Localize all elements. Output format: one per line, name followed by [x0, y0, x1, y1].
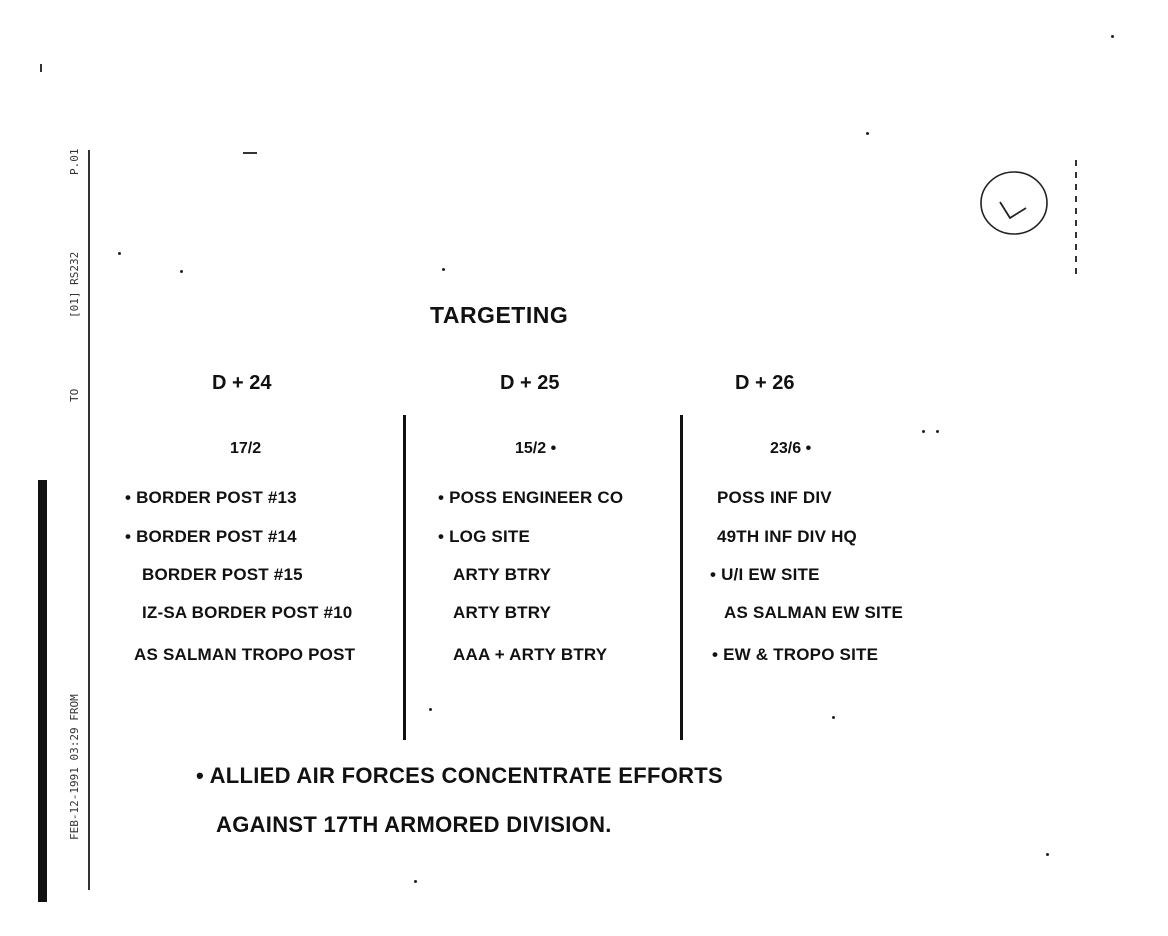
fax-sent-stamp: FEB-12-1991 03:29 FROM — [68, 694, 81, 840]
column-divider-2 — [680, 415, 683, 740]
column-heading-2: D + 25 — [500, 372, 560, 394]
target-item: • BORDER POST #13 — [125, 488, 297, 507]
target-item: POSS INF DIV — [717, 488, 832, 507]
circled-check-mark — [978, 168, 1050, 238]
scan-speck — [118, 252, 121, 255]
right-edge-mark — [1075, 160, 1077, 280]
column-date-3: 23/6 • — [770, 440, 812, 457]
scan-speck — [936, 430, 939, 433]
left-thin-line — [88, 150, 90, 890]
fax-port-info: [01] RS232 — [68, 251, 81, 318]
page-title: TARGETING — [430, 302, 569, 328]
column-heading-1: D + 24 — [212, 372, 272, 394]
scan-speck — [832, 716, 835, 719]
target-item: AAA + ARTY BTRY — [453, 645, 608, 664]
scan-speck — [180, 270, 183, 273]
column-date-2: 15/2 • — [515, 440, 557, 457]
target-item: • U/I EW SITE — [710, 565, 820, 584]
target-item: • EW & TROPO SITE — [712, 645, 879, 664]
target-item: 49TH INF DIV HQ — [717, 527, 857, 546]
footnote-line-2: AGAINST 17TH ARMORED DIVISION. — [216, 812, 612, 837]
target-item: BORDER POST #15 — [142, 565, 303, 584]
target-item: • BORDER POST #14 — [125, 527, 297, 546]
column-heading-3: D + 26 — [735, 372, 795, 394]
target-item: ARTY BTRY — [453, 603, 552, 622]
scan-speck — [40, 64, 42, 72]
fax-to-label: TO — [68, 388, 81, 402]
target-item: • POSS ENGINEER CO — [438, 488, 624, 507]
target-item: AS SALMAN EW SITE — [724, 603, 904, 622]
scan-speck — [1046, 853, 1049, 856]
left-edge-bar — [38, 480, 47, 902]
scan-speck — [1111, 35, 1114, 38]
target-item: • LOG SITE — [438, 527, 531, 546]
column-divider-1 — [403, 415, 406, 740]
fax-page-number: P.01 — [68, 148, 81, 175]
target-item: AS SALMAN TROPO POST — [134, 645, 356, 664]
scan-speck — [866, 132, 869, 135]
target-item: ARTY BTRY — [453, 565, 552, 584]
column-date-1: 17/2 — [230, 440, 262, 457]
scan-speck — [429, 708, 432, 711]
scan-speck — [414, 880, 417, 883]
footnote-line-1: • ALLIED AIR FORCES CONCENTRATE EFFORTS — [196, 763, 724, 788]
target-item: IZ-SA BORDER POST #10 — [142, 603, 353, 622]
scan-speck — [243, 152, 257, 154]
scan-speck — [922, 430, 925, 433]
scan-speck — [442, 268, 445, 271]
